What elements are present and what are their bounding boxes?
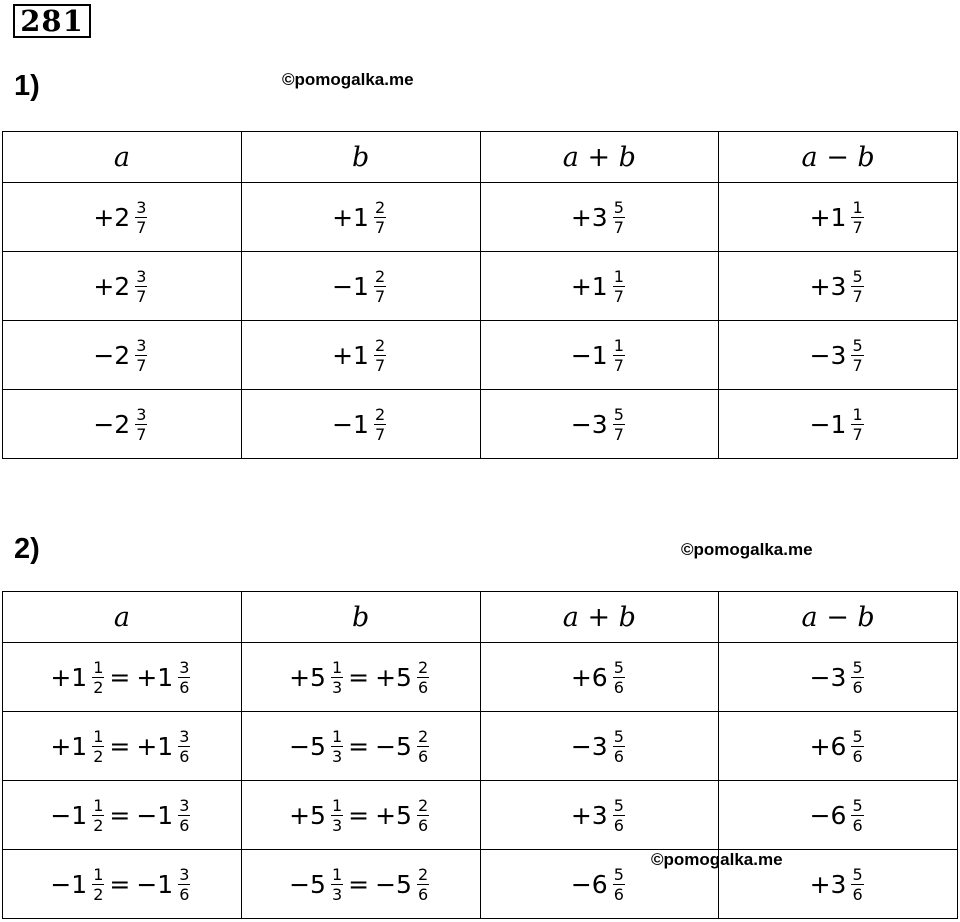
fraction-denominator: 7: [136, 424, 147, 444]
mixed-number: [571, 267, 628, 306]
fraction-denominator: 3: [331, 746, 343, 766]
whole-part: −1: [809, 409, 847, 439]
fraction-numerator: 5: [852, 726, 863, 746]
fraction-numerator: 1: [852, 404, 863, 424]
fraction: [135, 405, 147, 444]
mixed-number: [571, 405, 628, 444]
fraction-denominator: 2: [93, 746, 104, 766]
whole-part: +6: [570, 662, 608, 692]
mixed-number: [810, 796, 867, 835]
fraction-numerator: 5: [852, 657, 863, 677]
fraction-denominator: 7: [136, 355, 147, 375]
mixed-number: [571, 865, 628, 904]
whole-part: −1: [570, 340, 608, 370]
fraction-numerator: 5: [613, 657, 624, 677]
table-row: [3, 183, 958, 252]
fraction: [331, 796, 343, 835]
whole-part: −2: [93, 340, 131, 370]
fraction-numerator: 5: [852, 795, 863, 815]
watermark: ©pomogalka.me: [651, 850, 783, 869]
mixed-number: [571, 658, 628, 697]
mixed-number: [571, 198, 628, 237]
fraction: [613, 198, 625, 237]
fraction-denominator: 6: [852, 677, 863, 697]
fraction-numerator: 5: [852, 864, 863, 884]
table-cell: [3, 252, 242, 321]
mixed-number: [93, 405, 150, 444]
fraction-numerator: 2: [374, 404, 386, 424]
problem-number: 281: [13, 4, 91, 38]
whole-part: −6: [809, 800, 847, 830]
fraction-denominator: 6: [179, 677, 190, 697]
fraction-numerator: 5: [613, 726, 624, 746]
fraction-numerator: 5: [852, 266, 863, 286]
table-row: [3, 252, 958, 321]
fraction-denominator: 7: [852, 424, 863, 444]
fraction-numerator: 1: [331, 795, 343, 815]
fraction-denominator: 7: [136, 217, 147, 237]
table-cell: [719, 183, 958, 252]
mixed-number: [332, 336, 389, 375]
whole-part: +1: [570, 271, 608, 301]
watermark: ©pomogalka.me: [681, 540, 813, 559]
fraction-denominator: 6: [179, 815, 190, 835]
fraction: [417, 727, 429, 766]
fraction-denominator: 6: [179, 884, 190, 904]
header-row: [3, 592, 958, 643]
table-cell: [719, 390, 958, 459]
whole-part: +3: [570, 800, 608, 830]
fraction-numerator: 2: [374, 197, 386, 217]
fraction-denominator: 7: [374, 424, 386, 444]
fraction: [374, 405, 386, 444]
equals-sign: =: [109, 869, 131, 899]
fraction-numerator: 3: [179, 795, 190, 815]
fraction-numerator: 1: [613, 266, 624, 286]
fraction: [851, 658, 863, 697]
section-2-label: 2): [14, 533, 40, 565]
mixed-number: [332, 198, 389, 237]
mixed-number: [571, 336, 628, 375]
table-row: [3, 850, 958, 919]
whole-part: +6: [809, 731, 847, 761]
table-row: [3, 712, 958, 781]
fraction-numerator: 5: [852, 335, 863, 355]
table-cell: [480, 643, 719, 712]
fraction-denominator: 6: [417, 746, 429, 766]
whole-part: −3: [809, 662, 847, 692]
fraction-numerator: 3: [179, 864, 190, 884]
whole-part: +3: [809, 869, 847, 899]
fraction-denominator: 6: [179, 746, 190, 766]
fraction-denominator: 6: [613, 677, 624, 697]
mixed-number: [93, 336, 150, 375]
mixed-number: [810, 405, 867, 444]
table-cell: [480, 712, 719, 781]
whole-part: −1: [136, 800, 174, 830]
section-1-label: 1): [14, 70, 40, 102]
fraction-denominator: 6: [852, 884, 863, 904]
fraction-denominator: 7: [613, 424, 624, 444]
header-cell: a + b: [480, 592, 719, 643]
whole-part: +2: [93, 202, 131, 232]
mixed-number: [810, 336, 867, 375]
fraction-numerator: 2: [374, 335, 386, 355]
whole-part: −1: [332, 409, 369, 439]
equals-sign: =: [348, 731, 370, 761]
fraction-denominator: 2: [93, 677, 104, 697]
whole-part: +5: [289, 662, 326, 692]
fraction-numerator: 2: [417, 726, 429, 746]
mixed-number: [332, 267, 389, 306]
equals-sign: =: [109, 800, 131, 830]
fraction-denominator: 7: [852, 286, 863, 306]
whole-part: +2: [93, 271, 131, 301]
table-cell: [3, 321, 242, 390]
whole-part: +5: [375, 800, 412, 830]
mixed-number: [810, 727, 867, 766]
fraction-denominator: 7: [613, 355, 624, 375]
table-cell: [480, 390, 719, 459]
mixed-number: [50, 658, 193, 697]
fraction-numerator: 1: [93, 726, 104, 746]
fraction: [613, 405, 625, 444]
fraction-denominator: 7: [136, 286, 147, 306]
table-cell: [3, 781, 242, 850]
fraction-denominator: 6: [613, 815, 624, 835]
fraction-denominator: 7: [852, 355, 863, 375]
mixed-number: [332, 405, 389, 444]
fraction: [374, 267, 386, 306]
fraction: [613, 727, 625, 766]
table-cell: [241, 252, 480, 321]
whole-part: −5: [289, 869, 326, 899]
table-cell: [719, 781, 958, 850]
fraction-denominator: 6: [417, 677, 429, 697]
mixed-number: [571, 796, 628, 835]
mixed-number: [810, 198, 867, 237]
whole-part: +1: [136, 662, 174, 692]
fraction-denominator: 6: [417, 884, 429, 904]
table-row: [3, 643, 958, 712]
header-cell: a − b: [719, 592, 958, 643]
table-cell: [241, 781, 480, 850]
table-cell: [3, 850, 242, 919]
fraction: [417, 796, 429, 835]
table-row: [3, 321, 958, 390]
fraction-numerator: 1: [93, 657, 104, 677]
header-cell: a: [3, 592, 242, 643]
whole-part: −5: [375, 869, 412, 899]
fraction: [92, 727, 104, 766]
equals-sign: =: [348, 800, 370, 830]
answer-table-2: [2, 591, 958, 919]
table-row: [3, 781, 958, 850]
fraction: [331, 727, 343, 766]
fraction: [178, 865, 190, 904]
fraction-numerator: 2: [417, 864, 429, 884]
mixed-number: [810, 865, 867, 904]
fraction: [613, 865, 625, 904]
header-cell: a + b: [480, 132, 719, 183]
fraction: [92, 658, 104, 697]
fraction-denominator: 2: [93, 884, 104, 904]
fraction-denominator: 3: [331, 884, 343, 904]
fraction-denominator: 6: [852, 746, 863, 766]
answer-table-1: [2, 131, 958, 459]
table-cell: [241, 712, 480, 781]
fraction-denominator: 7: [374, 286, 386, 306]
fraction: [851, 198, 863, 237]
whole-part: +1: [332, 202, 369, 232]
mixed-number: [289, 727, 432, 766]
fraction-numerator: 1: [331, 726, 343, 746]
equals-sign: =: [109, 662, 131, 692]
whole-part: −5: [289, 731, 326, 761]
fraction: [417, 865, 429, 904]
fraction-numerator: 3: [136, 335, 147, 355]
fraction: [851, 405, 863, 444]
whole-part: −1: [332, 271, 369, 301]
fraction-numerator: 2: [374, 266, 386, 286]
whole-part: −1: [50, 800, 88, 830]
whole-part: +5: [289, 800, 326, 830]
whole-part: −1: [50, 869, 88, 899]
mixed-number: [289, 865, 432, 904]
equals-sign: =: [348, 662, 370, 692]
table-cell: [480, 781, 719, 850]
fraction-denominator: 3: [331, 815, 343, 835]
fraction: [178, 727, 190, 766]
whole-part: −6: [570, 869, 608, 899]
fraction-denominator: 6: [613, 746, 624, 766]
fraction: [851, 796, 863, 835]
fraction: [851, 727, 863, 766]
fraction-denominator: 6: [613, 884, 624, 904]
whole-part: +1: [136, 731, 174, 761]
mixed-number: [810, 658, 867, 697]
fraction: [374, 336, 386, 375]
mixed-number: [50, 727, 193, 766]
mixed-number: [50, 796, 193, 835]
mixed-number: [50, 865, 193, 904]
fraction: [851, 267, 863, 306]
whole-part: −1: [136, 869, 174, 899]
table-cell: [241, 390, 480, 459]
fraction-denominator: 7: [374, 217, 386, 237]
fraction-numerator: 5: [613, 197, 624, 217]
mixed-number: [571, 727, 628, 766]
table-cell: [241, 850, 480, 919]
table-cell: [719, 321, 958, 390]
table-cell: [719, 252, 958, 321]
table-cell: [241, 321, 480, 390]
whole-part: +5: [375, 662, 412, 692]
whole-part: −5: [375, 731, 412, 761]
header-cell: b: [241, 132, 480, 183]
watermark: ©pomogalka.me: [282, 70, 414, 89]
table-cell: [241, 643, 480, 712]
mixed-number: [289, 796, 432, 835]
table-cell: [480, 252, 719, 321]
fraction: [92, 865, 104, 904]
fraction-denominator: 7: [613, 286, 624, 306]
fraction-numerator: 1: [852, 197, 863, 217]
fraction: [851, 336, 863, 375]
fraction: [331, 865, 343, 904]
fraction-denominator: 7: [852, 217, 863, 237]
whole-part: +3: [809, 271, 847, 301]
table-cell: [480, 321, 719, 390]
fraction-numerator: 5: [613, 795, 624, 815]
fraction-numerator: 3: [136, 266, 147, 286]
fraction-numerator: 1: [93, 864, 104, 884]
equals-sign: =: [109, 731, 131, 761]
fraction-numerator: 1: [93, 795, 104, 815]
fraction: [613, 336, 625, 375]
header-cell: a: [3, 132, 242, 183]
fraction-denominator: 6: [852, 815, 863, 835]
equals-sign: =: [348, 869, 370, 899]
fraction: [178, 796, 190, 835]
fraction: [331, 658, 343, 697]
fraction-numerator: 2: [417, 657, 429, 677]
whole-part: +1: [50, 731, 88, 761]
fraction-denominator: 6: [417, 815, 429, 835]
whole-part: −3: [809, 340, 847, 370]
fraction-numerator: 3: [136, 197, 147, 217]
mixed-number: [93, 267, 150, 306]
fraction-numerator: 1: [331, 657, 343, 677]
fraction: [92, 796, 104, 835]
fraction: [613, 267, 625, 306]
whole-part: −3: [570, 731, 608, 761]
header-cell: b: [241, 592, 480, 643]
whole-part: −3: [570, 409, 608, 439]
fraction-denominator: 7: [613, 217, 624, 237]
fraction: [417, 658, 429, 697]
table-cell: [241, 183, 480, 252]
whole-part: +3: [570, 202, 608, 232]
fraction-denominator: 2: [93, 815, 104, 835]
whole-part: +1: [809, 202, 847, 232]
fraction: [135, 267, 147, 306]
fraction-denominator: 7: [374, 355, 386, 375]
mixed-number: [289, 658, 432, 697]
fraction-numerator: 5: [613, 864, 624, 884]
whole-part: −2: [93, 409, 131, 439]
fraction: [851, 865, 863, 904]
fraction: [178, 658, 190, 697]
table-cell: [719, 712, 958, 781]
fraction-numerator: 2: [417, 795, 429, 815]
fraction: [613, 796, 625, 835]
fraction-numerator: 1: [331, 864, 343, 884]
table-row: [3, 390, 958, 459]
table-cell: [3, 643, 242, 712]
fraction-numerator: 3: [179, 726, 190, 746]
table-cell: [3, 390, 242, 459]
fraction-numerator: 5: [613, 404, 624, 424]
fraction: [613, 658, 625, 697]
fraction-numerator: 1: [613, 335, 624, 355]
fraction-denominator: 3: [331, 677, 343, 697]
fraction-numerator: 3: [179, 657, 190, 677]
whole-part: +1: [50, 662, 88, 692]
table-cell: [719, 643, 958, 712]
mixed-number: [810, 267, 867, 306]
table-cell: [480, 183, 719, 252]
fraction-numerator: 3: [136, 404, 147, 424]
table-cell: [3, 183, 242, 252]
mixed-number: [93, 198, 150, 237]
fraction: [135, 336, 147, 375]
table-cell: [3, 712, 242, 781]
fraction: [374, 198, 386, 237]
header-row: [3, 132, 958, 183]
fraction: [135, 198, 147, 237]
header-cell: a − b: [719, 132, 958, 183]
whole-part: +1: [332, 340, 369, 370]
